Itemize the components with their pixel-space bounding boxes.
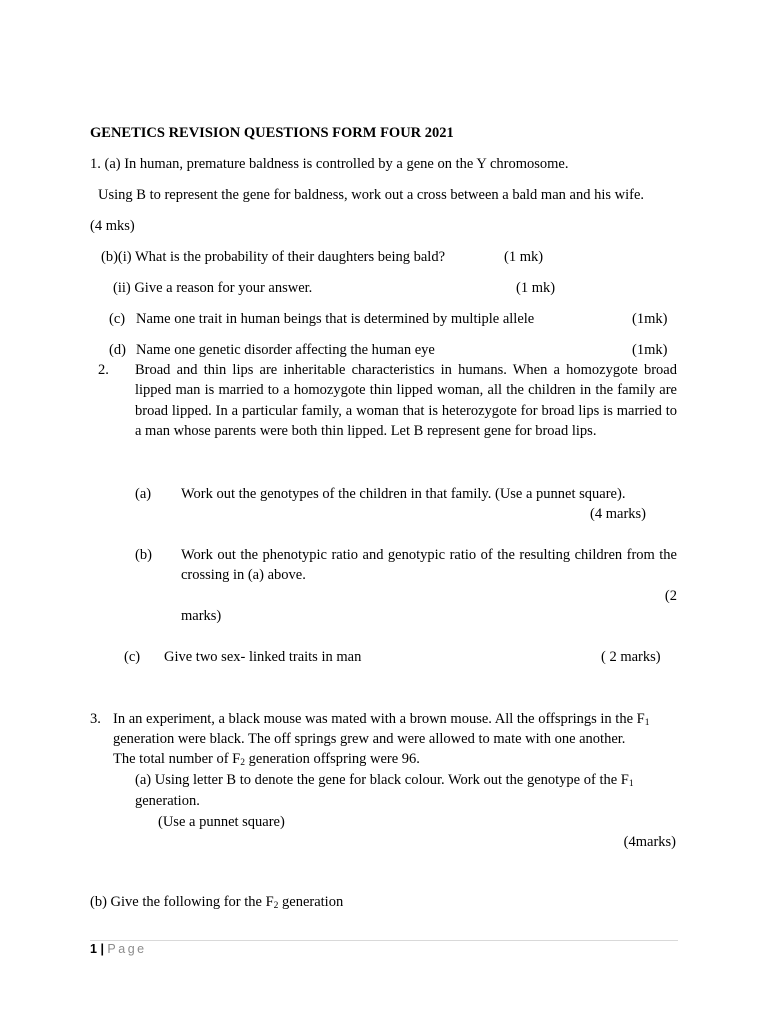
- q3-part-a-line-2: generation.: [135, 793, 200, 809]
- q3-line-3-text-end: generation offspring were 96.: [245, 751, 420, 767]
- q3-part-a-text: (a) Using letter B to denote the gene for black colour. Work out the genotype of the F: [135, 772, 629, 788]
- q2-part-b-marks-close: marks): [181, 608, 222, 624]
- q1-part-a: 1. (a) In human, premature baldness is controlled by a gene on the Y chromosome.: [90, 156, 569, 172]
- page-number: 1: [90, 942, 97, 956]
- q2-part-c: Give two sex- linked traits in man: [164, 649, 362, 665]
- q1-part-d-marks: (1mk): [632, 342, 668, 358]
- footer-rule: [90, 940, 678, 941]
- footer-separator: |: [100, 942, 104, 956]
- q2-part-a-marks: (4 marks): [590, 506, 646, 522]
- q1-part-a-marks: (4 mks): [90, 218, 135, 234]
- q3-part-a-subscript: 1: [628, 779, 634, 789]
- q1-part-d: Name one genetic disorder affecting the human eye: [136, 342, 435, 358]
- q3-part-b-subscript: 2: [273, 901, 279, 911]
- q3-part-b-text-end: generation: [278, 894, 344, 910]
- q1-part-a-continued: Using B to represent the gene for baldness, work out a cross between a bald man and his wife.: [98, 187, 645, 203]
- q2-part-c-label: (c): [124, 649, 141, 665]
- q1-part-c: Name one trait in human beings that is determined by multiple allele: [136, 311, 535, 327]
- page-footer: [90, 942, 147, 956]
- q2-number: 2.: [98, 362, 109, 378]
- q1-part-b-i: (b)(i) What is the probability of their daughters being bald?: [101, 249, 446, 265]
- q1-part-b-ii: (ii) Give a reason for your answer.: [113, 280, 313, 296]
- q2-part-b-marks-open: (2: [664, 588, 677, 604]
- q3-part-a-line-1: [135, 770, 634, 790]
- page-word: Page: [107, 942, 147, 956]
- q1-part-d-label: (d): [109, 342, 126, 358]
- q3-part-a-marks: (4marks): [623, 834, 676, 850]
- q1-part-b-i-marks: (1 mk): [504, 249, 544, 265]
- q3-line-3-text: The total number of F: [113, 751, 241, 767]
- q2-stem: Broad and thin lips are inheritable characteristics in humans. When a homozygote broad lipped man is married to a homozygote thin lipped woman, all the children in the family are broad lipped. In a particular family, a woman that is heterozygote for broad lips is married to a man whose parents were both thin lipped. Let B represent gene for broad lips.: [135, 362, 677, 440]
- q2-part-a-label: (a): [135, 486, 152, 502]
- q3-line-1-subscript: 1: [644, 718, 650, 728]
- q3-part-b: [90, 892, 343, 912]
- q3-part-b-text: (b) Give the following for the F: [90, 894, 274, 910]
- q3-line-1: [113, 709, 649, 729]
- page-title: GENETICS REVISION QUESTIONS FORM FOUR 2021: [90, 125, 454, 141]
- q2-part-b-label: (b): [135, 547, 152, 563]
- q1-part-c-label: (c): [109, 311, 126, 327]
- q1-part-b-ii-marks: (1 mk): [516, 280, 556, 296]
- q3-part-a-line-3: (Use a punnet square): [158, 814, 285, 830]
- q3-line-3-subscript: 2: [240, 758, 246, 768]
- q3-line-2: generation were black. The off springs grew and were allowed to mate with one another.: [113, 731, 626, 747]
- q1-part-c-marks: (1mk): [632, 311, 668, 327]
- q3-line-3: [113, 749, 420, 769]
- q3-line-1-text: In an experiment, a black mouse was mated with a brown mouse. All the offsprings in the F: [113, 711, 645, 727]
- q2-part-a: Work out the genotypes of the children in that family. (Use a punnet square).: [181, 486, 626, 502]
- q2-part-c-marks: ( 2 marks): [601, 649, 661, 665]
- q2-part-b: Work out the phenotypic ratio and genotypic ratio of the resulting children from the crossing in (a) above.: [181, 547, 677, 584]
- q3-number: 3.: [90, 711, 101, 727]
